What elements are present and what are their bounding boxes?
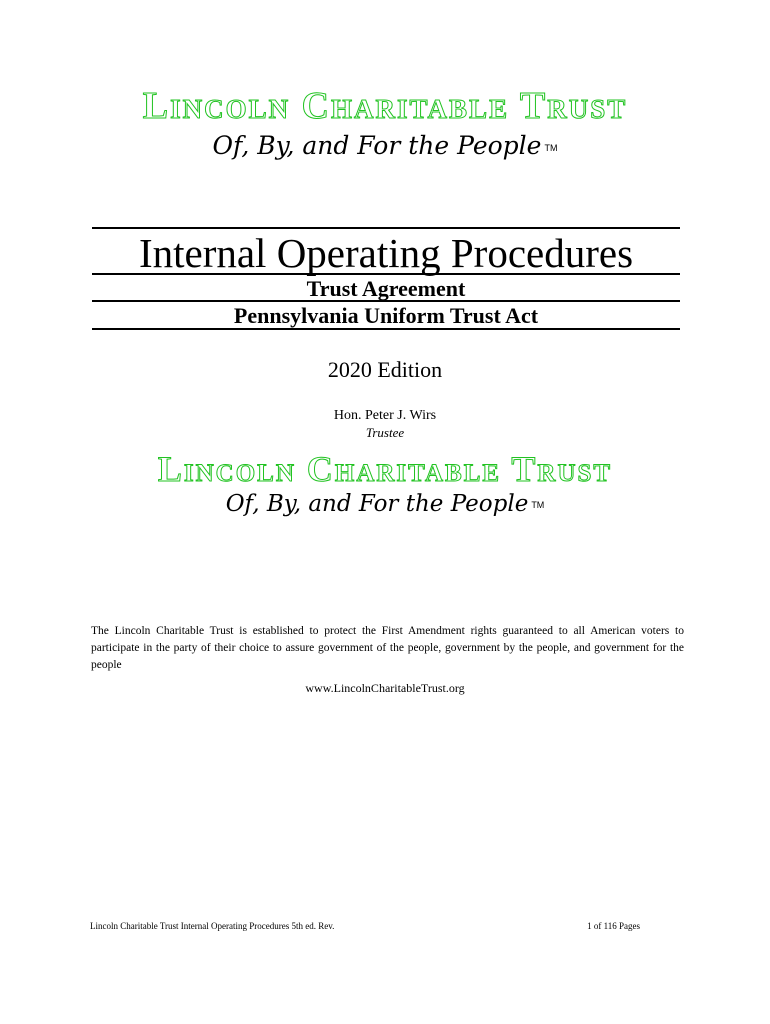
trust-description: The Lincoln Charitable Trust is established to protect the First Amendment rights guaranteed to all American voters to participate in the party of their choice to assure government of the people, government by the people, and government for the people (91, 625, 684, 671)
brand-title-top: Lincoln Charitable Trust (142, 85, 628, 127)
brand-tagline-top (0, 131, 770, 160)
brand-tagline-text: Of, By, and For the People (225, 491, 529, 517)
edition-label: 2020 Edition (327, 357, 443, 382)
document-subtitle-trust-agreement: Trust Agreement (306, 276, 466, 301)
horizontal-rule (92, 300, 680, 302)
author-name: Hon. Peter J. Wirs (333, 408, 437, 423)
author-role: Trustee (365, 425, 405, 440)
document-subtitle-uniform-trust-act: Pennsylvania Uniform Trust Act (233, 303, 539, 328)
footer-page-count: 1 of 116 Pages (587, 921, 640, 931)
horizontal-rule (92, 328, 680, 330)
horizontal-rule (92, 273, 680, 275)
footer-document-name: Lincoln Charitable Trust Internal Operating Procedures 5th ed. Rev. (90, 921, 335, 931)
brand-tagline-text: Of, By, and For the People (212, 131, 542, 160)
brand-title-bottom: Lincoln Charitable Trust (157, 449, 613, 489)
trademark-symbol: TM (544, 142, 558, 153)
trademark-symbol: TM (531, 500, 545, 510)
brand-tagline-bottom (0, 491, 770, 517)
document-title: Internal Operating Procedures (138, 230, 634, 276)
website-url: www.LincolnCharitableTrust.org (305, 681, 465, 695)
